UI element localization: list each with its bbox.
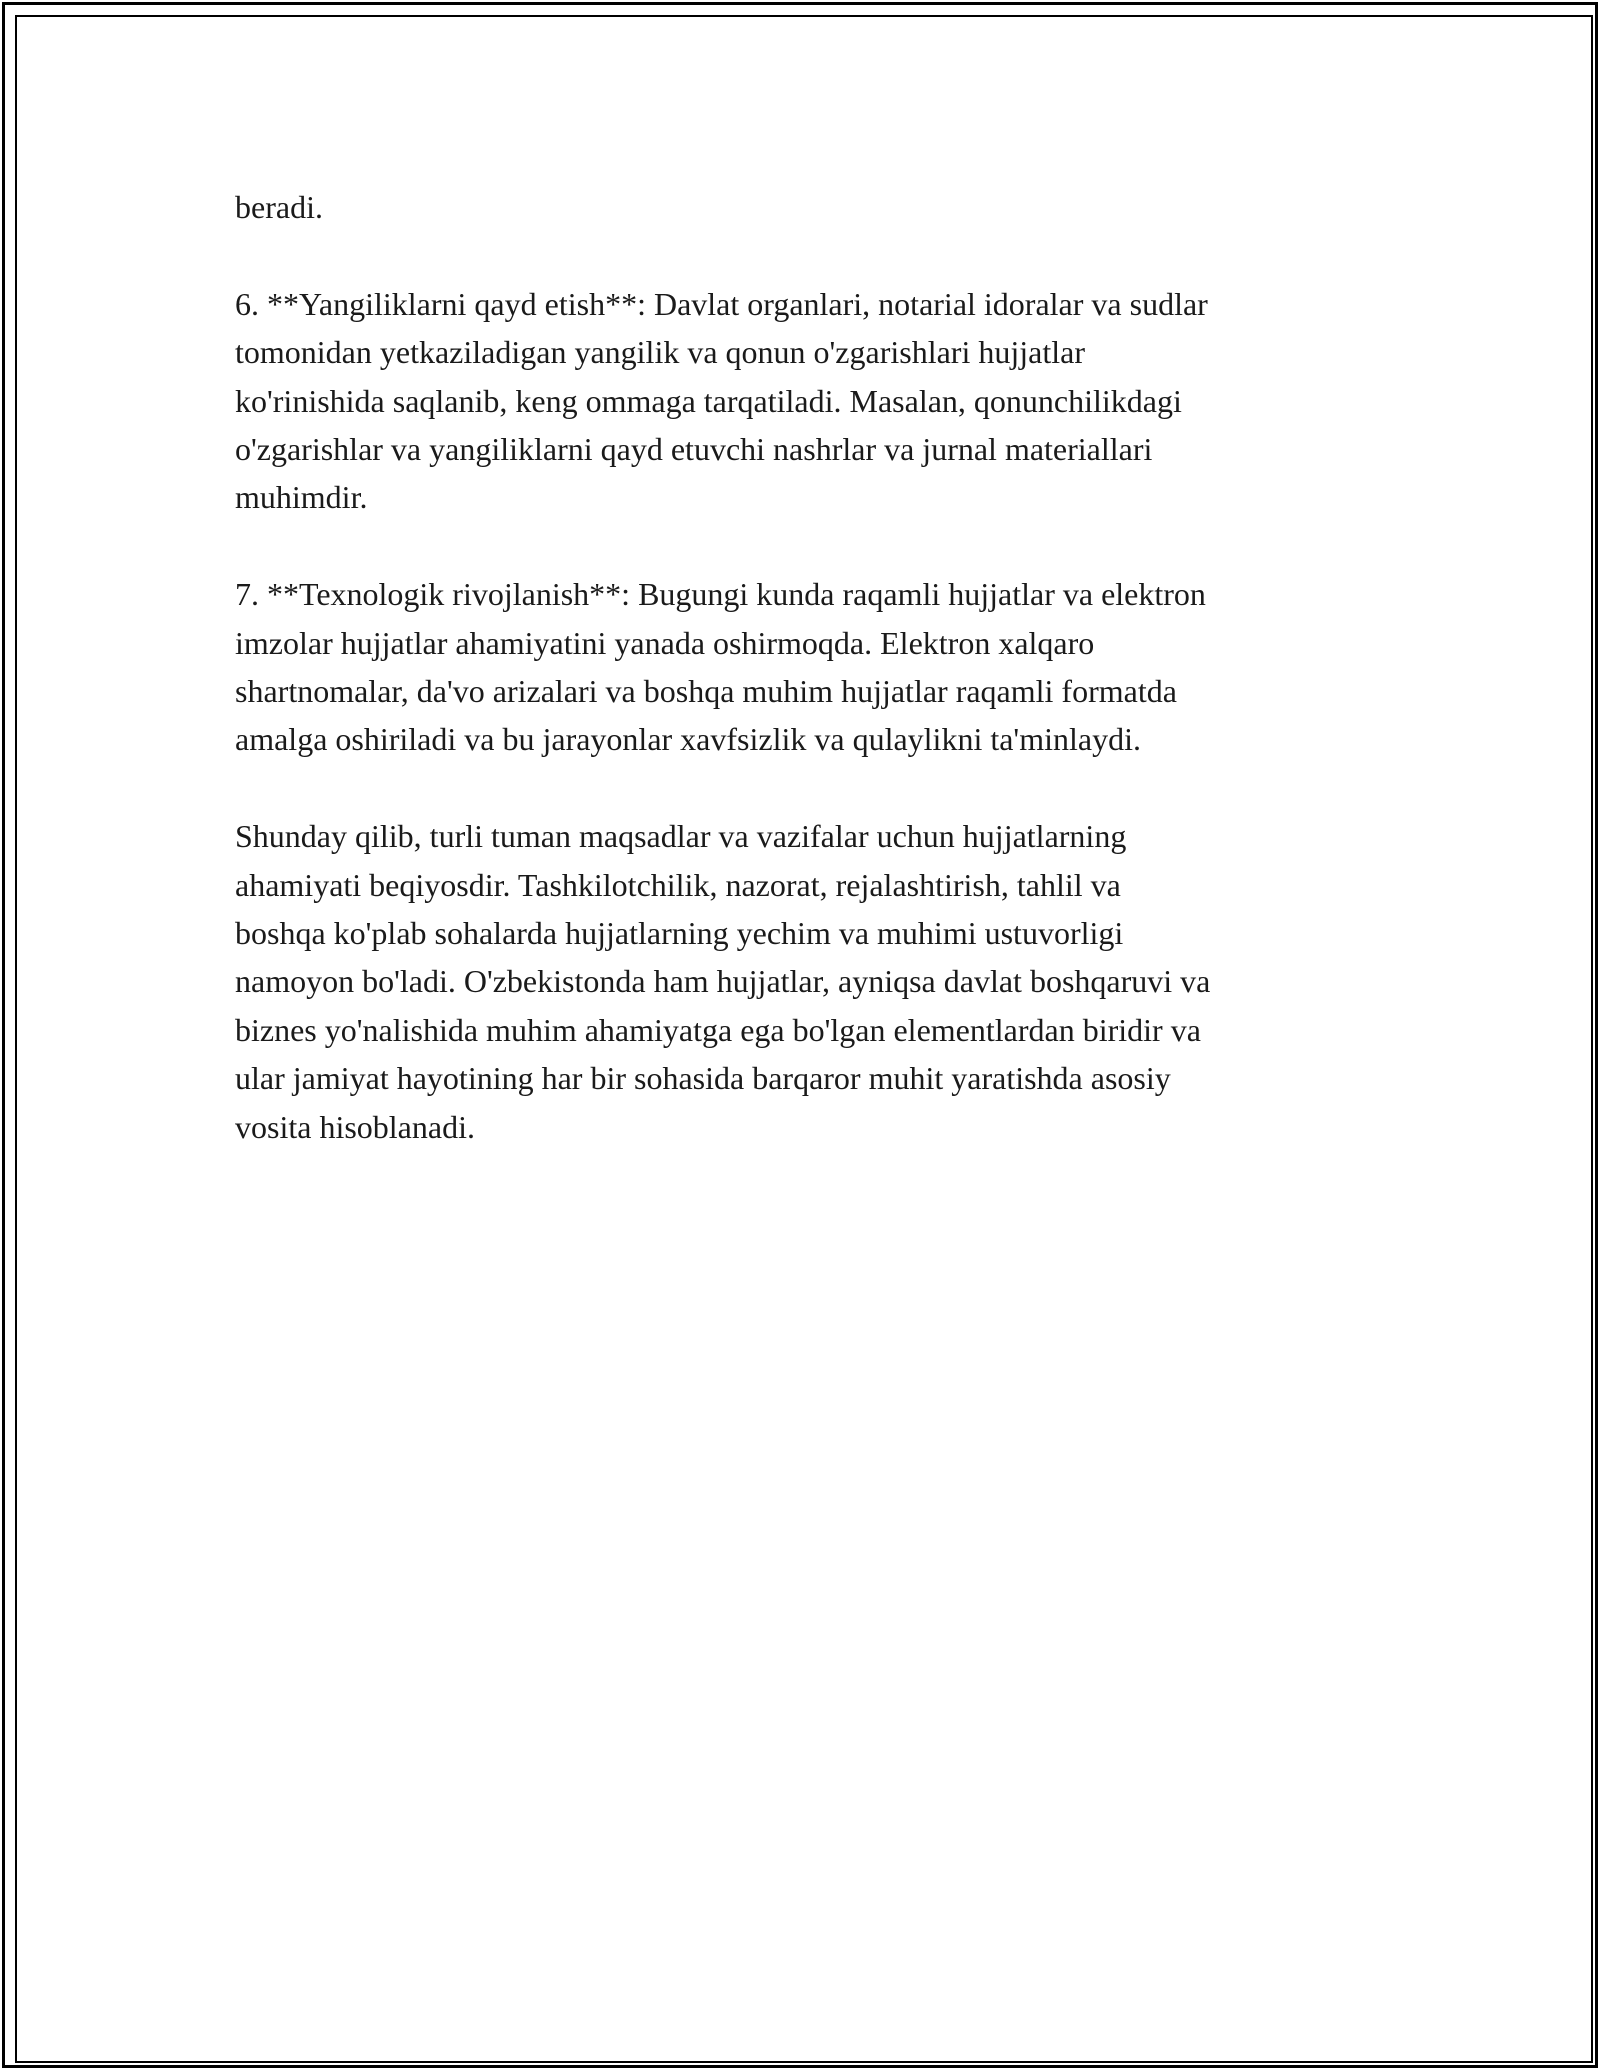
paragraph-item-6: 6. **Yangiliklarni qayd etish**: Davlat organlari, notarial idoralar va sudlar tomonidan yetkaziladigan yangilik va qonun o'zgarishlari hujjatlar ko'rinishida saqlanib, keng ommaga tarqatiladi. Masalan, qonunchilikdagi o'zgarishlar va yangiliklarni qayd etuvchi nashrlar va jurnal materiallari muhimdir. bbox=[235, 285, 1208, 516]
document-body bbox=[235, 183, 1365, 1199]
paragraph-item-7: 7. **Texnologik rivojlanish**: Bugungi kunda raqamli hujjatlar va elektron imzolar hujjatlar ahamiyatini yanada oshirmoqda. Elektron xalqaro shartnomalar, da'vo arizalari va boshqa muhim hujjatlar raqamli formatda amalga oshiriladi va bu jarayonlar xavfsizlik va qulaylikni ta'minlaydi. bbox=[235, 576, 1206, 758]
paragraph-conclusion: Shunday qilib, turli tuman maqsadlar va vazifalar uchun hujjatlarning ahamiyati beqiyosdir. Tashkilotchilik, nazorat, rejalashtirish, tahlil va boshqa ko'plab sohalarda hujjatlarning yechim va muhimi ustuvorligi namoyon bo'ladi. O'zbekistonda ham hujjatlar, ayniqsa davlat boshqaruvi va biznes yo'nalishida muhim ahamiyatga ega bo'lgan elementlardan biridir va ular jamiyat hayotining har bir sohasida barqaror muhit yaratishda asosiy vosita hisoblanadi. bbox=[235, 818, 1211, 1145]
paragraph-continuation: beradi. bbox=[235, 189, 323, 225]
